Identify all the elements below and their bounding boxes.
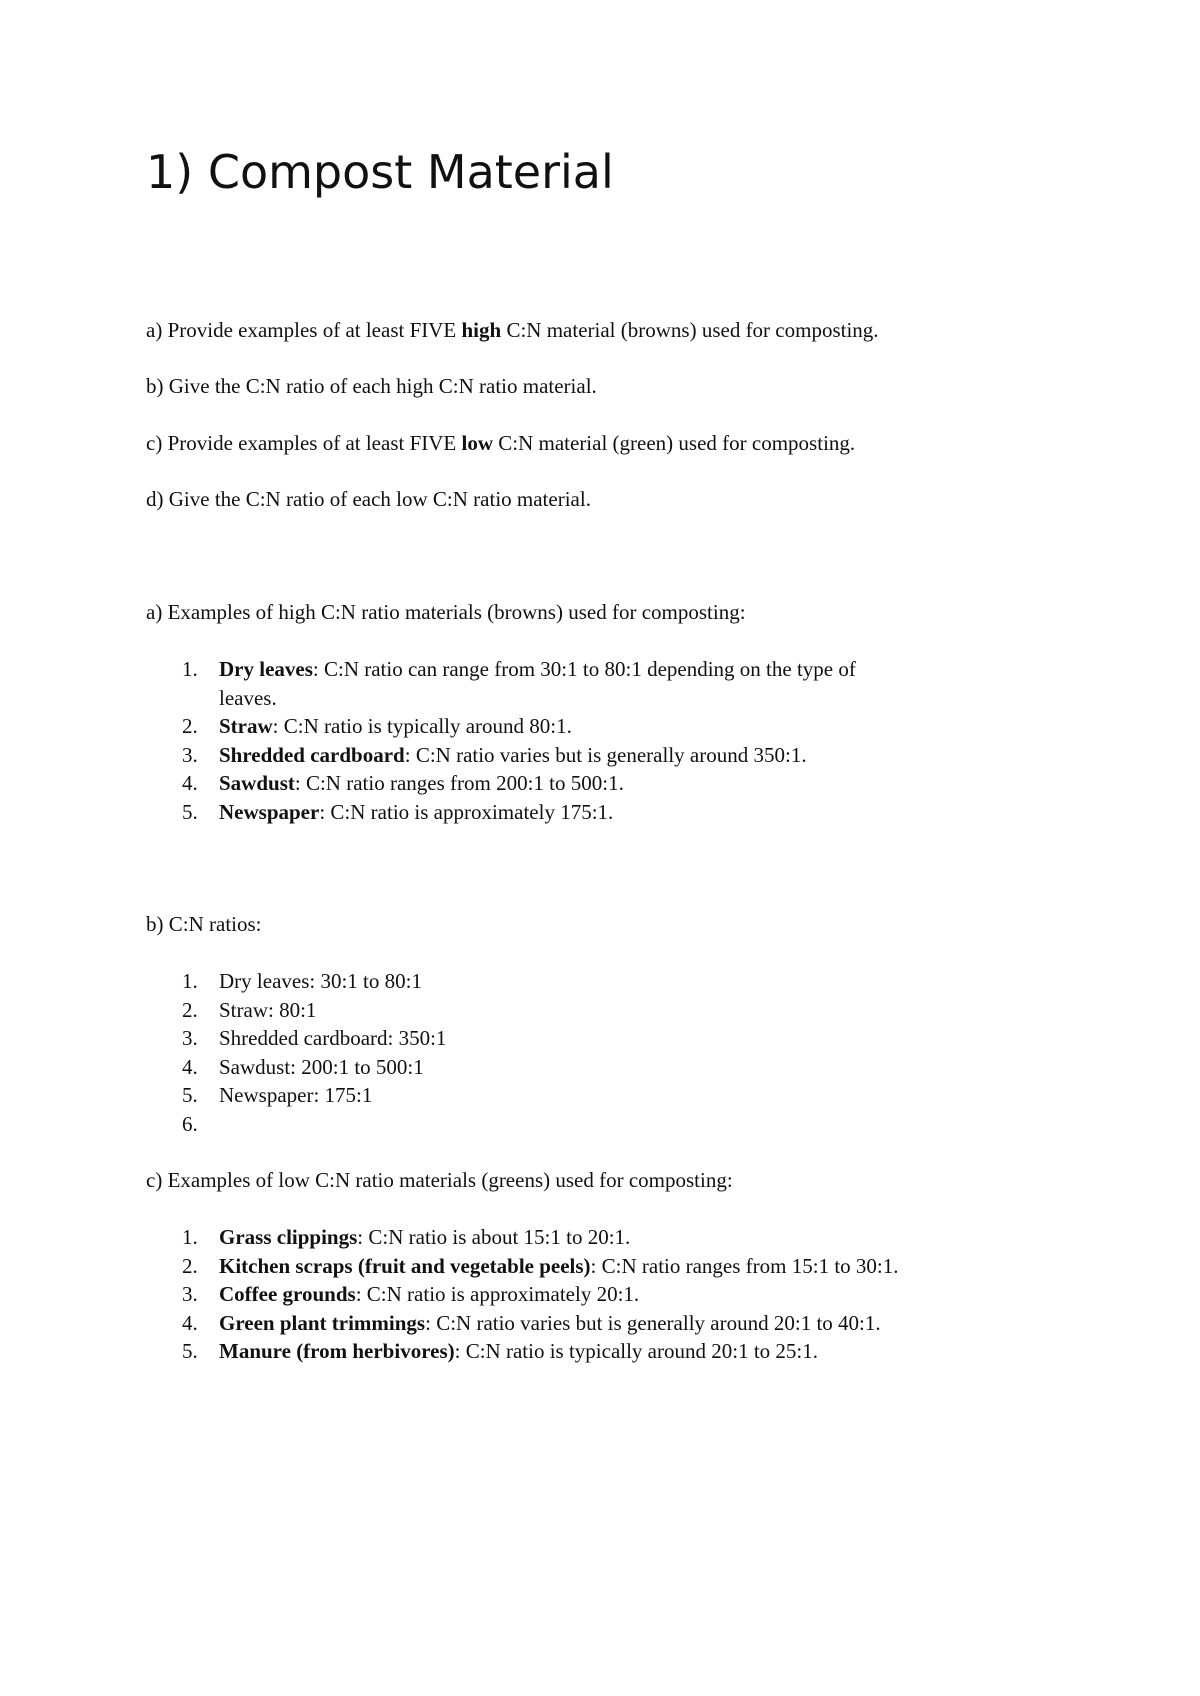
list-item	[146, 769, 1106, 798]
answer-b-heading: b) C:N ratios:	[146, 912, 262, 936]
list-item-number: 1.	[182, 1225, 198, 1249]
question-b: b) Give the C:N ratio of each high C:N ratio material.	[146, 374, 597, 398]
list-item-text: Shredded cardboard: 350:1	[219, 1026, 447, 1050]
list-item-text: Dry leaves: 30:1 to 80:1	[219, 969, 422, 993]
list-item-term: Shredded cardboard	[219, 742, 405, 767]
list-item-term: Dry leaves	[219, 657, 313, 681]
list-item-number: 5.	[182, 1083, 198, 1107]
list-item	[146, 1053, 1106, 1082]
list-item-text: : C:N ratio is typically around 20:1 to 25:1.	[454, 1339, 819, 1363]
list-item-text: : C:N ratio is approximately 20:1.	[355, 1282, 640, 1306]
list-item	[146, 1081, 1106, 1110]
list-item-text: : C:N ratio varies but is generally around 350:1.	[404, 742, 807, 767]
answer-a-list	[146, 655, 1106, 826]
list-item-text: : C:N ratio ranges from 200:1 to 500:1.	[294, 771, 624, 795]
list-item-number: 1.	[182, 969, 198, 993]
answer-c-heading: c) Examples of low C:N ratio materials (greens) used for composting:	[146, 1168, 733, 1192]
list-item-text: Newspaper: 175:1	[219, 1083, 373, 1107]
list-item	[146, 741, 1106, 770]
list-item-text: : C:N ratio is about 15:1 to 20:1.	[357, 1225, 631, 1249]
page-title: 1) Compost Material	[146, 145, 614, 199]
answer-c-list	[146, 1223, 1106, 1366]
question-a-suffix: C:N material (browns) used for composting.	[501, 318, 879, 342]
list-item	[146, 1309, 1106, 1338]
list-item-number: 4.	[182, 1310, 198, 1335]
list-item-number: 4.	[182, 771, 198, 795]
question-c-suffix: C:N material (green) used for composting.	[493, 431, 856, 455]
list-item-text: : C:N ratio ranges from 15:1 to 30:1.	[590, 1253, 899, 1278]
question-c	[146, 429, 855, 457]
list-item	[146, 1024, 1106, 1053]
list-item-number: 3.	[182, 1282, 198, 1306]
list-item	[146, 996, 1106, 1025]
list-item-number: 4.	[182, 1054, 198, 1079]
list-item-number: 5.	[182, 799, 198, 824]
list-item-term: Newspaper	[219, 799, 320, 824]
list-item-term: Grass clippings	[219, 1225, 358, 1249]
list-item	[146, 1223, 1106, 1252]
list-item	[146, 1280, 1106, 1309]
list-item-text: : C:N ratio is approximately 175:1.	[319, 799, 614, 824]
question-a-emphasis: high	[461, 318, 502, 342]
list-item	[146, 967, 1106, 996]
list-item-term: Sawdust	[219, 771, 295, 795]
question-d: d) Give the C:N ratio of each low C:N ratio material.	[146, 487, 591, 511]
list-item	[146, 1110, 1106, 1139]
list-item-number: 3.	[182, 1026, 198, 1050]
list-item-text-continued: leaves.	[219, 685, 277, 710]
list-item-term: Kitchen scraps (fruit and vegetable peels)	[219, 1253, 591, 1278]
list-item-term: Straw	[219, 714, 273, 738]
list-item-text: Straw: 80:1	[219, 997, 317, 1022]
list-item-number: 2.	[182, 997, 198, 1022]
list-item-number: 2.	[182, 714, 198, 738]
list-item-number: 3.	[182, 742, 198, 767]
list-item-text: : C:N ratio varies but is generally around 20:1 to 40:1.	[425, 1310, 881, 1335]
list-item-text: : C:N ratio can range from 30:1 to 80:1 depending on the type of	[312, 657, 856, 681]
answer-b-list	[146, 967, 1106, 1138]
list-item	[146, 655, 1106, 712]
list-item	[146, 712, 1106, 741]
list-item	[146, 798, 1106, 827]
list-item-text: : C:N ratio is typically around 80:1.	[272, 714, 572, 738]
question-a-prefix: a) Provide examples of at least FIVE	[146, 318, 462, 342]
list-item-term: Manure (from herbivores)	[219, 1339, 455, 1363]
question-c-prefix: c) Provide examples of at least FIVE	[146, 431, 462, 455]
list-item-number: 1.	[182, 657, 198, 681]
question-a	[146, 316, 879, 344]
list-item-number: 2.	[182, 1253, 198, 1278]
list-item-number: 5.	[182, 1339, 198, 1363]
list-item-term: Green plant trimmings	[219, 1310, 426, 1335]
list-item	[146, 1252, 1106, 1281]
list-item-number: 6.	[182, 1111, 198, 1136]
question-c-emphasis: low	[461, 431, 493, 455]
list-item-text: Sawdust: 200:1 to 500:1	[219, 1054, 424, 1079]
list-item-term: Coffee grounds	[219, 1282, 356, 1306]
list-item	[146, 1337, 1106, 1366]
answer-a-heading: a) Examples of high C:N ratio materials (browns) used for composting:	[146, 600, 746, 624]
